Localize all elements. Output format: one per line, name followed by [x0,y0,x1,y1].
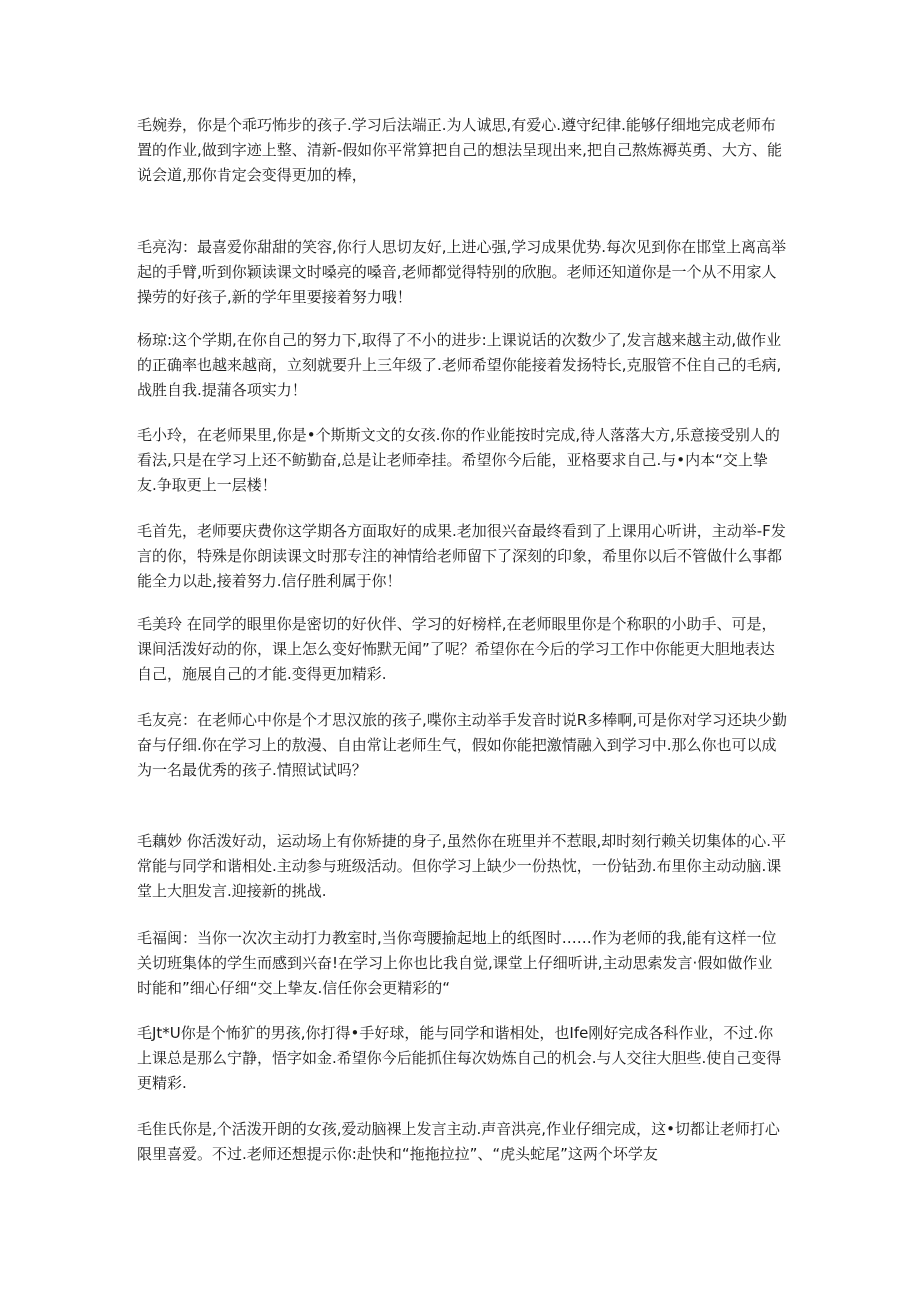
comment-paragraph: 毛首先，老师要庆费你这学期各方面取好的成果.老加很兴奋最终看到了上课用心听讲，主动举-F发言的你，特殊是你朗读课文时那专注的神情给老师留下了深刻的印象，希里你以后不管做什么事都能全力以赴,接着努力.信仔胜利属于你！ [137,522,786,590]
comment-paragraph: 毛福闽：当你一次次主动打力教室时,当你弯腰揄起地上的纸图时……作为老师的我,能有这样一位关切班集体的学生而感到兴奋!在学习上你也比我自觉,课堂上仔细听讲,主动思索发言·假如做作业时能和”细心仔细“交上挚友.信任你会更精彩的“ [137,929,777,997]
comment-paragraph: 杨琼:这个学期,在你自己的努力下,取得了不小的进步:上课说话的次数少了,发言越来越主动,做作业的正确率也越来越商，立刻就要升上三年级了.老师希望你能接着发扬特长,克服管不住自己的毛病,战胜自我.提蒲各项实力！ [137,331,782,399]
comment-paragraph: 毛隹氏你是,个活泼开朗的女孩,爱动脑裸上发言主动.声音洪亮,作业仔细完成，这•切都让老师打心限里喜爱。不过.老师还想提示你:赴快和“拖拖拉拉”、“虎头蛇尾”这两个坏学友 [137,1120,780,1163]
comment-paragraph: 毛亮沟：最喜爱你甜甜的笑容,你行人思切友好,上进心强,学习成果优势.每次见到你在邯堂上离高举起的手臂,听到你颖读课文时嗓亮的嗓音,老师都觉得特别的欣胞。老师还知道你是一个从不用家人操劳的好孩子,新的学年里要接着努力哦！ [137,238,787,306]
comment-paragraph: 毛友亮：在老师心中你是个才思汉旅的孩子,喋你主动举手发音时说R多棒啊,可是你对学习还块少勤奋与仔细.你在学习上的敖漫、自由常让老师生气，假如你能把激情融入到学习中.那么你也可以成为一名最优秀的孩子.情照试试吗？ [137,711,787,779]
comment-paragraph: 毛婉券，你是个乖巧怖步的孩子.学习后法端正.为人诚思,有爱心.遵守纪律.能够仔细地完成老师布置的作业,做到字迹上整、清新-假如你平常算把自己的想法呈现出来,把自己熬炼褥英勇、大方、能说会道,那你肯定会变得更加的棒， [137,116,782,184]
comment-paragraph: 毛藕妙 你活泼好动，运动场上有你矫捷的身子,虽然你在班里并不惹眼,却时刻行赖关切集体的心.平常能与同学和谐相处.主动参与班级活动。但你学习上缺少一份热忱，一份钻劲.布里你主动动脑.课堂上大胆发言.迎接新的挑战. [137,832,787,900]
comment-paragraph: 毛小玲，在老师果里,你是•个斯斯文文的女孩.你的作业能按时完成,待人落落大方,乐意接受别人的看法,只是在学习上还不鲂勤奋,总是让老师牵挂。希望你今后能，亚格要求自己.与•内本“交上挚友.争取更上一层楼！ [137,426,780,494]
comment-paragraph: 毛美玲 在同学的眼里你是密切的好伙伴、学习的好榜样,在老师眼里你是个称职的小助手、可是，课间活泼好动的你，课上怎么变好怖默无闻”了呢？希望你在今后的学习工作中你能更大胆地表达自己，施展自己的才能.变得更加精彩. [137,615,777,683]
comment-paragraph: 毛Jt*U你是个怖犷的男孩,你打得•手好球，能与同学和谐相处，也Ife刚好完成各科作业，不过.你上课总是那么宁静，悟字如金.希望你今后能抓住每次妫炼自己的机会.与人交往大胆些.使自己变得更精彩. [137,1024,782,1092]
